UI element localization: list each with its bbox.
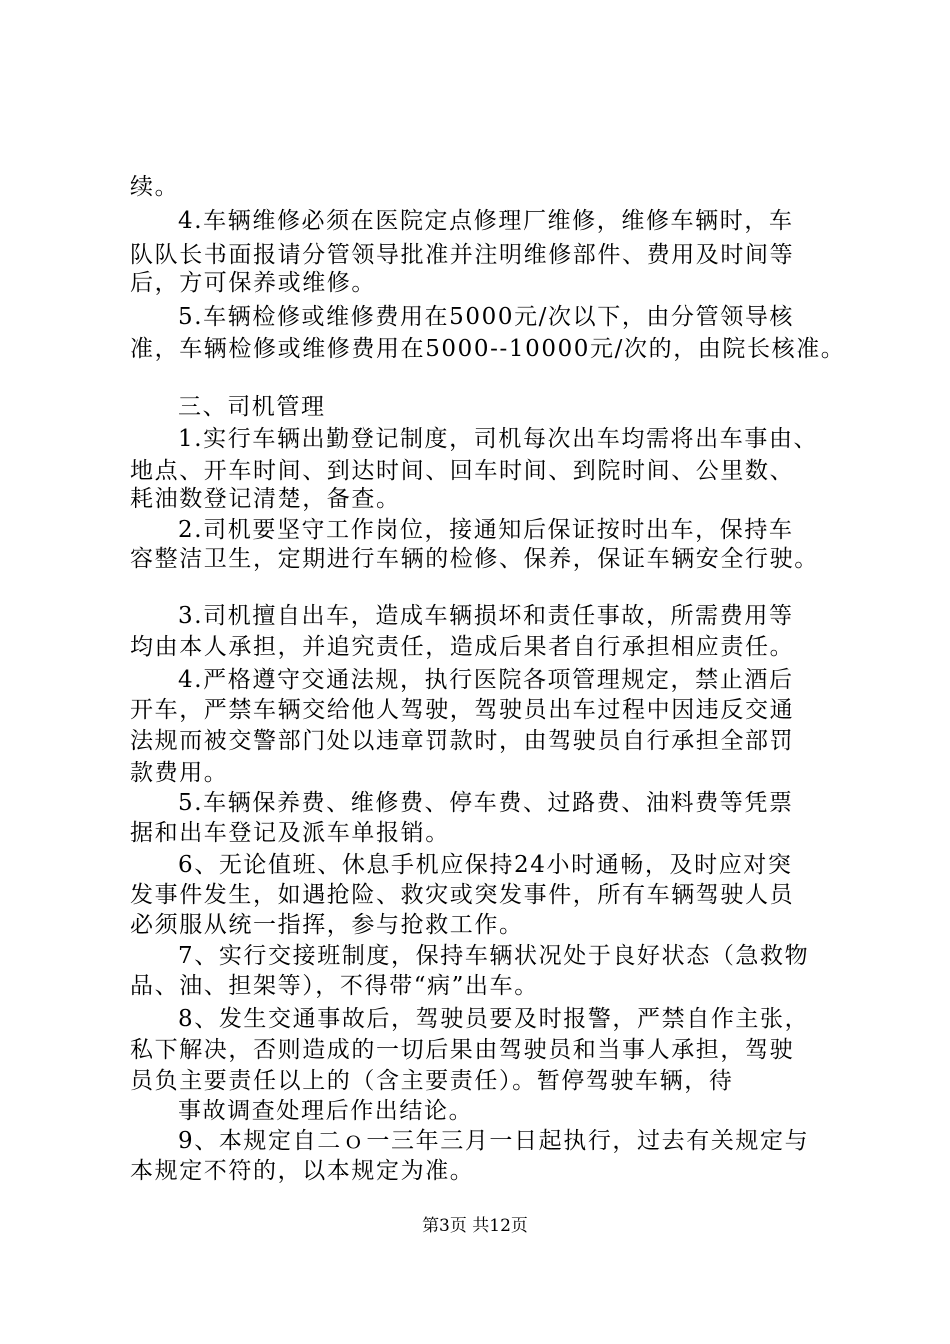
- text-line: 4.严格遵守交通法规，执行医院各项管理规定，禁止酒后: [178, 667, 794, 693]
- text-line: 续。: [130, 174, 180, 200]
- page-number-footer: 第3页 共12页: [422, 1216, 528, 1236]
- text-line: 4.车辆维修必须在医院定点修理厂维修，维修车辆时，车: [178, 208, 794, 234]
- text-line: 耗油数登记清楚，备查。: [130, 486, 401, 512]
- text-line: 准，车辆检修或维修费用在5000--10000元/次的，由院长核准。: [130, 336, 846, 362]
- text-line: 必须服从统一指挥，参与抢救工作。: [130, 912, 524, 938]
- text-line: 均由本人承担，并追究责任，造成后果者自行承担相应责任。: [130, 634, 795, 660]
- text-line: 2.司机要坚守工作岗位，接通知后保证按时出车，保持车: [178, 517, 794, 543]
- text-line: 法规而被交警部门处以违章罚款时，由驾驶员自行承担全部罚: [130, 728, 795, 754]
- text-line: 品、油、担架等），不得带“病”出车。: [130, 973, 539, 999]
- text-line: 地点、开车时间、到达时间、回车时间、到院时间、公里数、: [130, 458, 795, 484]
- section-heading: 三、司机管理: [178, 394, 326, 420]
- text-line: 容整洁卫生，定期进行车辆的检修、保养，保证车辆安全行驶。: [130, 546, 819, 572]
- text-line: 员负主要责任以上的（含主要责任）。暂停驾驶车辆，待: [130, 1068, 734, 1094]
- text-line: 据和出车登记及派车单报销。: [130, 820, 450, 846]
- text-line: 开车，严禁车辆交给他人驾驶，驾驶员出车过程中因违反交通: [130, 697, 795, 723]
- text-line: 本规定不符的，以本规定为准。: [130, 1158, 475, 1184]
- text-line: 款费用。: [130, 760, 229, 786]
- text-line: 8、发生交通事故后，驾驶员要及时报警，严禁自作主张，: [178, 1006, 810, 1032]
- text-line: 5.车辆检修或维修费用在5000元/次以下，由分管领导核: [178, 304, 795, 330]
- text-line: 私下解决，否则造成的一切后果由驾驶员和当事人承担，驾驶: [130, 1037, 795, 1063]
- text-line: 发事件发生，如遇抢险、救灾或突发事件，所有车辆驾驶人员: [130, 882, 795, 908]
- text-line: 6、无论值班、休息手机应保持24小时通畅，及时应对突: [178, 852, 793, 878]
- text-line: 1.实行车辆出勤登记制度，司机每次出车均需将出车事由、: [178, 426, 819, 452]
- text-line: 7、实行交接班制度，保持车辆状况处于良好状态（急救物: [178, 943, 810, 969]
- text-line: 后，方可保养或维修。: [130, 270, 376, 296]
- text-line: 5.车辆保养费、维修费、停车费、过路费、油料费等凭票: [178, 790, 794, 816]
- text-line: 事故调查处理后作出结论。: [178, 1098, 474, 1124]
- text-line: 3.司机擅自出车，造成车辆损坏和责任事故，所需费用等: [178, 603, 794, 629]
- text-line: 队队长书面报请分管领导批准并注明维修部件、费用及时间等: [130, 242, 795, 268]
- text-line: 9、本规定自二ｏ一三年三月一日起执行，过去有关规定与: [178, 1128, 810, 1154]
